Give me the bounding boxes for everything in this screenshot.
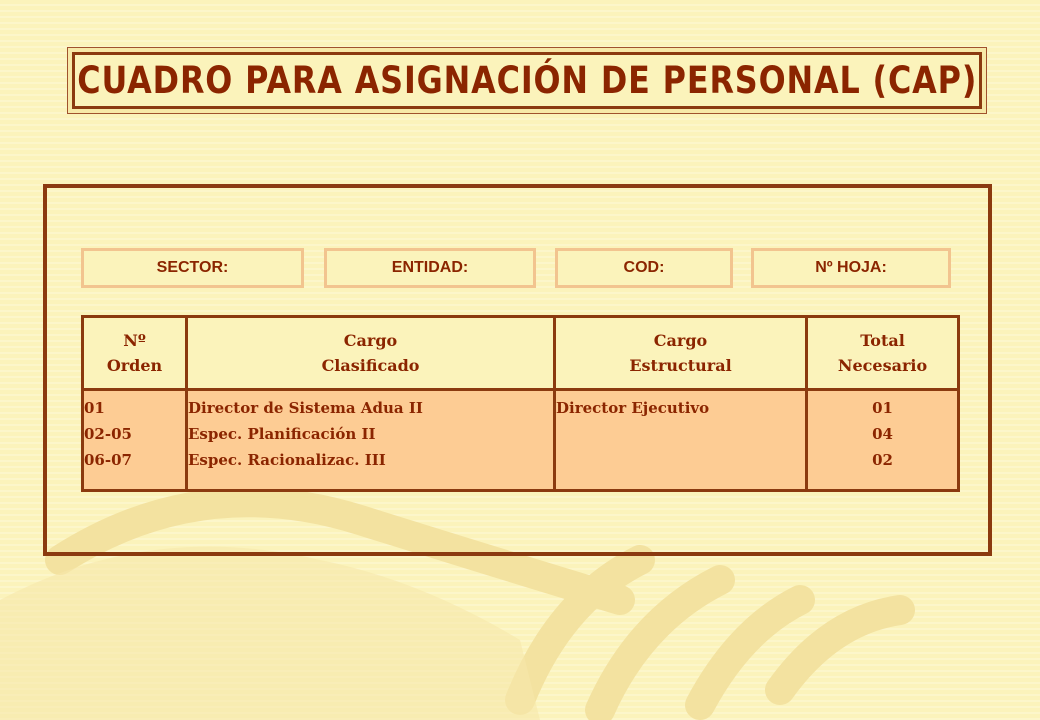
cap-table bbox=[81, 315, 960, 492]
header-clasificado-line2: Clasificado bbox=[321, 356, 420, 375]
orden-value: 01 bbox=[84, 399, 105, 417]
orden-value: 06-07 bbox=[84, 451, 132, 469]
header-estructural-line1: Cargo bbox=[653, 331, 708, 350]
header-estructural-line2: Estructural bbox=[629, 356, 732, 375]
title-banner-inner bbox=[72, 52, 982, 109]
clasificado-value: Espec. Racionalizac. III bbox=[188, 451, 386, 469]
total-value: 04 bbox=[872, 425, 893, 443]
cell-total-necesario bbox=[807, 390, 959, 491]
cod-field bbox=[555, 248, 733, 288]
header-total-line1: Total bbox=[860, 331, 905, 350]
hoja-label: Nº HOJA: bbox=[815, 259, 887, 276]
cod-label: COD: bbox=[623, 259, 665, 276]
header-clasificado-line1: Cargo bbox=[343, 331, 398, 350]
title-banner bbox=[67, 47, 987, 114]
sector-label: SECTOR: bbox=[156, 259, 229, 276]
cell-cargo-clasificado bbox=[187, 390, 555, 491]
hoja-field bbox=[751, 248, 951, 288]
cell-orden bbox=[83, 390, 187, 491]
header-cargo-clasificado bbox=[187, 317, 555, 390]
header-total-necesario bbox=[807, 317, 959, 390]
header-cargo-estructural bbox=[555, 317, 807, 390]
sector-field bbox=[81, 248, 304, 288]
cell-cargo-estructural bbox=[555, 390, 807, 491]
entidad-field bbox=[324, 248, 536, 288]
entidad-label: ENTIDAD: bbox=[391, 259, 469, 276]
page-title: CUADRO PARA ASIGNACIÓN DE PERSONAL (CAP) bbox=[77, 59, 977, 102]
header-orden-line1: Nº bbox=[123, 331, 146, 350]
header-orden-line2: Orden bbox=[106, 356, 163, 375]
clasificado-value: Director de Sistema Adua II bbox=[188, 399, 423, 417]
total-value: 02 bbox=[872, 451, 893, 469]
orden-value: 02-05 bbox=[84, 425, 132, 443]
clasificado-value: Espec. Planificación II bbox=[188, 425, 376, 443]
table-row bbox=[83, 390, 959, 491]
header-orden bbox=[83, 317, 187, 390]
estructural-value: Director Ejecutivo bbox=[556, 399, 710, 417]
total-value: 01 bbox=[872, 399, 893, 417]
table-header-row bbox=[83, 317, 959, 390]
header-total-line2: Necesario bbox=[837, 356, 928, 375]
